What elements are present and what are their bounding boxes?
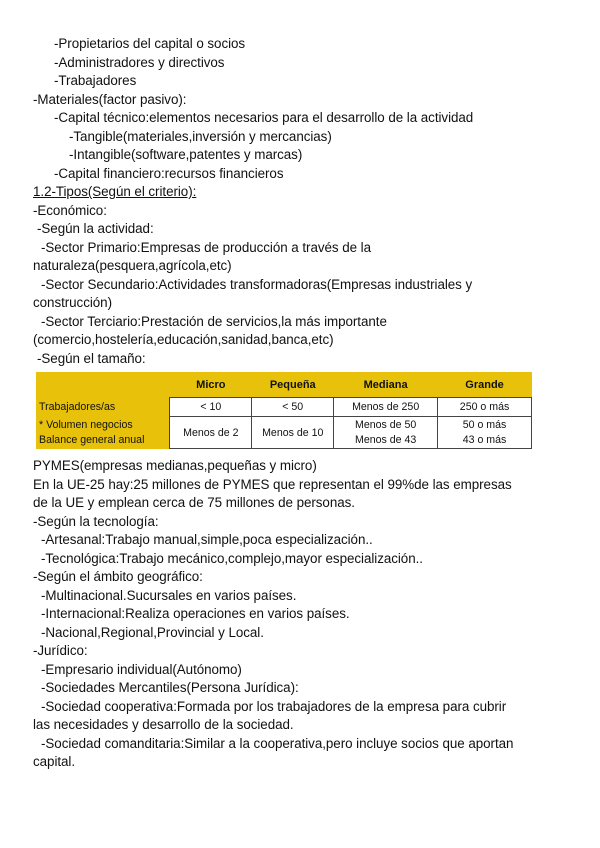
text-line: capital. [33, 754, 76, 769]
text-line: -Sociedad cooperativa:Formada por los trabajadores de la empresa para cubrir [41, 698, 507, 714]
text-line: -Jurídico: [33, 643, 88, 658]
text-line: -Según el ámbito geográfico: [33, 569, 203, 584]
text-line: -Económico: [33, 202, 107, 218]
text-line: -Artesanal:Trabajo manual,simple,poca especialización.. [41, 532, 373, 547]
text-line: -Multinacional.Sucursales en varios países. [41, 587, 297, 603]
cell-trabajadores-mediana: Menos de 250 [334, 398, 438, 417]
text-line: -Capital técnico:elementos necesarios para el desarrollo de la actividad [54, 110, 474, 125]
cell-trabajadores-pequena: < 50 [252, 398, 334, 417]
text-line: (comercio,hostelería,educación,sanidad,banca,etc) [33, 332, 334, 347]
text-line: -Nacional,Regional,Provincial y Local. [41, 624, 264, 640]
table-header-empty [36, 372, 170, 398]
cell-trabajadores-micro: < 10 [170, 398, 252, 417]
text-line: -Tecnológica:Trabajo mecánico,complejo,mayor especialización.. [41, 550, 423, 566]
table-row-volumen [36, 417, 532, 449]
table-header-mediana: Mediana [334, 372, 438, 398]
text-line: 1.2-Tipos(Según el criterio): [33, 184, 197, 199]
text-line: -Propietarios del capital o socios [54, 36, 246, 51]
text-line: -Trabajadores [54, 73, 137, 88]
text-line: -Sector Primario:Empresas de producción a través de la [41, 239, 371, 255]
cell-volumen-grande-line1: 50 o más [462, 418, 507, 431]
cell-volumen-grande [438, 417, 532, 449]
text-line: En la UE-25 hay:25 millones de PYMES que representan el 99%de las empresas [33, 476, 512, 492]
cell-volumen-pequena: Menos de 10 [252, 417, 334, 449]
row-label-volumen [36, 417, 170, 449]
text-line: -Empresario individual(Autónomo) [41, 661, 242, 677]
row-label-trabajadores: Trabajadores/as [36, 398, 170, 417]
text-line: -Según la actividad: [37, 221, 154, 236]
text-line: -Sociedades Mercantiles(Persona Jurídica): [41, 680, 299, 695]
text-line: -Tangible(materiales,inversión y mercancias) [69, 128, 332, 144]
text-line: -Según el tamaño: [37, 350, 146, 366]
table-row-trabajadores [36, 398, 532, 417]
row-label-volumen-line1: * Volumen negocios [39, 418, 133, 431]
text-line: construcción) [33, 295, 112, 310]
text-line: las necesidades y desarrollo de la sociedad. [33, 717, 294, 732]
table-header-grande: Grande [438, 372, 532, 398]
cell-volumen-micro: Menos de 2 [170, 417, 252, 449]
cell-volumen-grande-line2: 43 o más [462, 433, 507, 446]
row-label-volumen-line2: Balance general anual [39, 433, 145, 446]
table-header-pequena: Pequeña [252, 372, 334, 398]
text-line: de la UE y emplean cerca de 75 millones de personas. [33, 495, 355, 510]
company-size-table [36, 372, 532, 449]
text-line: -Intangible(software,patentes y marcas) [69, 147, 303, 162]
text-line: -Sector Secundario:Actividades transformadoras(Empresas industriales y [41, 276, 473, 292]
text-line: PYMES(empresas medianas,pequeñas y micro) [33, 458, 317, 473]
text-line: naturaleza(pesquera,agrícola,etc) [33, 258, 232, 273]
cell-volumen-mediana-line2: Menos de 43 [355, 433, 417, 446]
text-line: -Administradores y directivos [54, 54, 225, 70]
table-header-micro: Micro [170, 372, 252, 398]
cell-trabajadores-grande: 250 o más [438, 398, 532, 417]
text-line: -Capital financiero:recursos financieros [54, 165, 284, 181]
cell-volumen-mediana [334, 417, 438, 449]
text-line: -Materiales(factor pasivo): [33, 91, 187, 107]
table-header-row [36, 372, 532, 398]
text-line: -Sector Terciario:Prestación de servicios,la más importante [41, 313, 387, 329]
cell-volumen-mediana-line1: Menos de 50 [355, 418, 417, 431]
text-line: -Según la tecnología: [33, 513, 159, 529]
text-line: -Sociedad comanditaria:Similar a la cooperativa,pero incluye socios que aportan [41, 735, 514, 751]
text-line: -Internacional:Realiza operaciones en varios países. [41, 606, 350, 621]
